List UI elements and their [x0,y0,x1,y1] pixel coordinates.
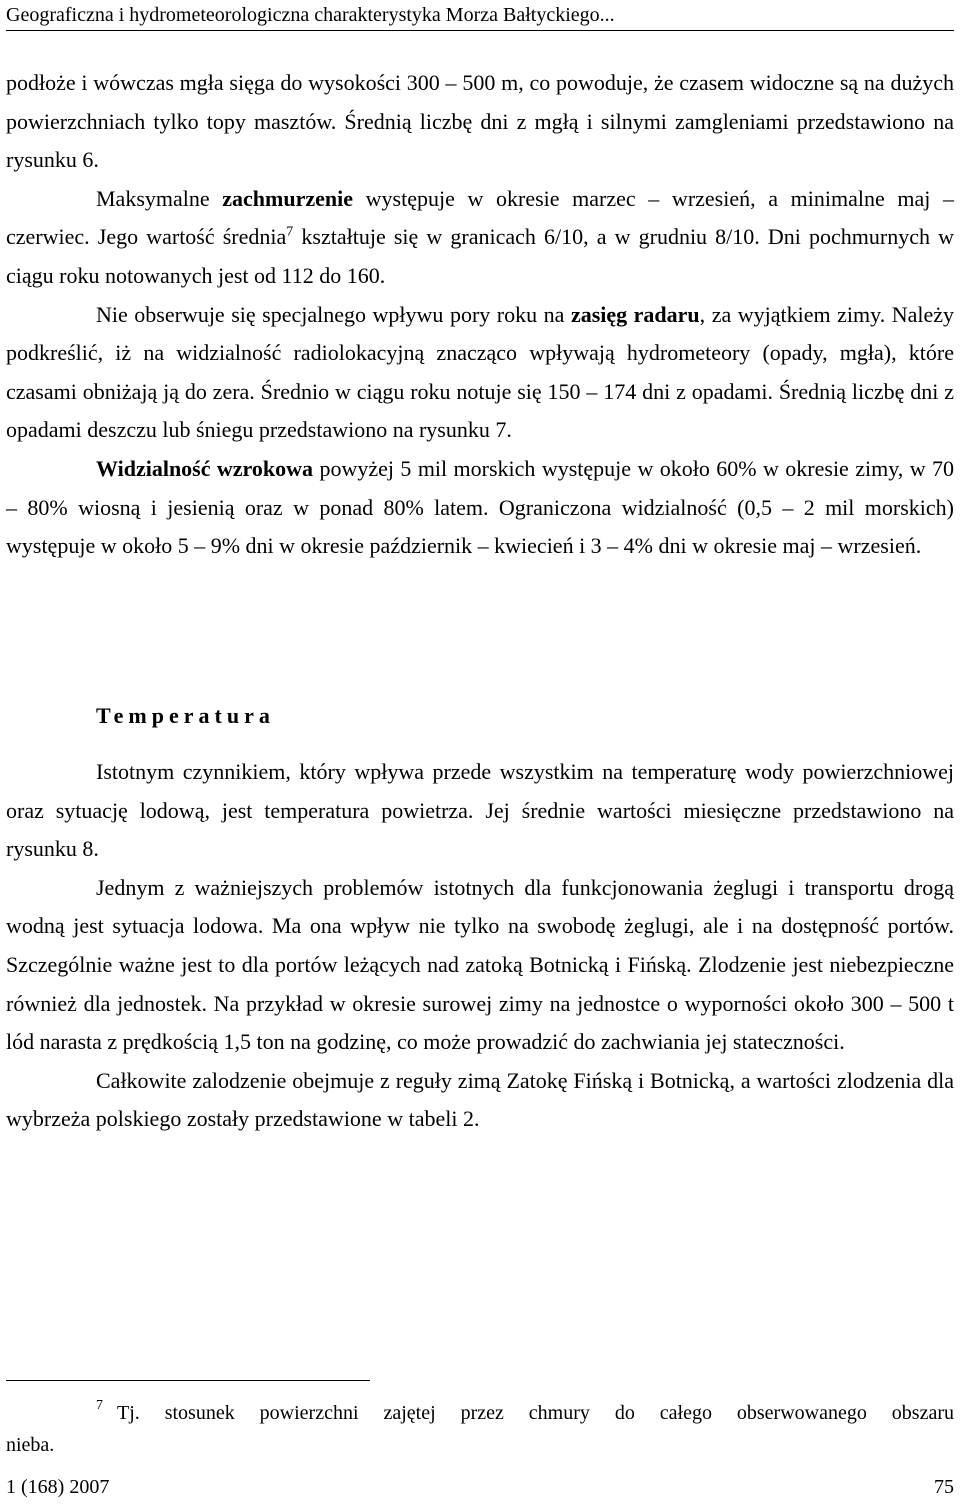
footnote [6,1390,954,1461]
section-heading: Temperatura [96,703,275,728]
body-section-a [6,64,954,566]
body-section-b [6,753,954,1139]
paragraph-icing: Całkowite zalodzenie obejmuje z reguły zimą Zatokę Fińską i Botnicką, a wartości zlodzenia dla wybrzeża polskiego zostały przedstawione w tabeli 2. [6,1067,954,1132]
issue-label: 1 (168) 2007 [6,1476,110,1498]
paragraph-clouds [6,180,954,296]
footnote-marker: 7 [96,1398,103,1413]
paragraph-visibility [6,450,954,566]
paragraph-ice: Jednym z ważniejszych problemów istotnych dla funkcjonowania żeglugi i transportu drogą wodną jest sytuacja lodowa. Ma ona wpływ nie tylko na swobodę żeglugi, ale i na dostępność portów. Szczególnie ważne jest to dla portów leżących nad zatoką Botnicką i Fińską. Zlodzenie jest niebezpieczne również dla jednostek. Na przykład w okresie surowej zimy na jednostce o wyporności około 300 – 500 t lód narasta z prędkością 1,5 ton na godzinę, co może prowadzić do zachwiania jej stateczności. [6,874,954,1055]
text-run: Maksymalne [96,185,223,211]
term-visual-visibility: Widzialność wzrokowa [96,455,314,481]
paragraph-radar [6,296,954,450]
footnote-ref: 7 [286,225,294,241]
page-footer [6,1474,954,1500]
footnote-line: nieba. [6,1434,55,1456]
footnote-divider [6,1380,370,1381]
paragraph-fog: podłoże i wówczas mgła sięga do wysokości 300 – 500 m, co powoduje, że czasem widoczne są na dużych powierzchniach tylko topy masztów. Średnią liczbę dni z mgłą i silnymi zamgleniami przedstawiono na rysunku 6. [6,70,954,173]
paragraph-temperature: Istotnym czynnikiem, który wpływa przede wszystkim na temperaturę wody powierzchniowej oraz sytuację lodową, jest temperatura powietrza. Jej średnie wartości miesięczne przedstawiono na rysunku 8. [6,759,954,862]
term-radar-range: zasięg radaru [570,301,700,327]
text-run: występuje w okresie marzec – wrzesień, a minimalne maj – czerwiec. Jego wartość średnia [6,185,954,250]
text-run: , za wyjątkiem zimy. Należy podkreślić, iż na widzialność radiolokacyjną znacząco wpływają hydrometeory (opady, mgła), które czasami obniżają ją do zera. Średnio w ciągu roku notuje się 150 – 174 dni z opadami. Średnią liczbę dni z opadami deszczu lub śniegu przedstawiono na rysunku 7. [6,301,955,443]
running-title: Geograficzna i hydrometeorologiczna charakterystyka Morza Bałtyckiego... [6,4,615,26]
running-header [6,2,954,31]
page-number: 75 [934,1476,954,1498]
text-run: powyżej 5 mil morskich występuje w około 60% w okresie zimy, w 70 – 80% wiosną i jesienią oraz w ponad 80% latem. Ograniczona widzialność (0,5 – 2 mil morskich) występuje w około 5 – 9% dni w okresie październik – kwiecień i 3 – 4% dni w okresie maj – wrzesień. [6,455,954,559]
footnote-text: Tj. stosunek powierzchni zajętej przez chmury do całego obserwowanego obszaru [117,1402,954,1424]
text-run: Nie obserwuje się specjalnego wpływu pory roku na [96,301,571,327]
term-cloudiness: zachmurzenie [222,185,354,211]
text-run: kształtuje się w granicach 6/10, a w grudniu 8/10. Dni pochmurnych w ciągu roku notowanych jest od 112 do 160. [6,224,954,288]
footnote-line [6,1390,954,1429]
